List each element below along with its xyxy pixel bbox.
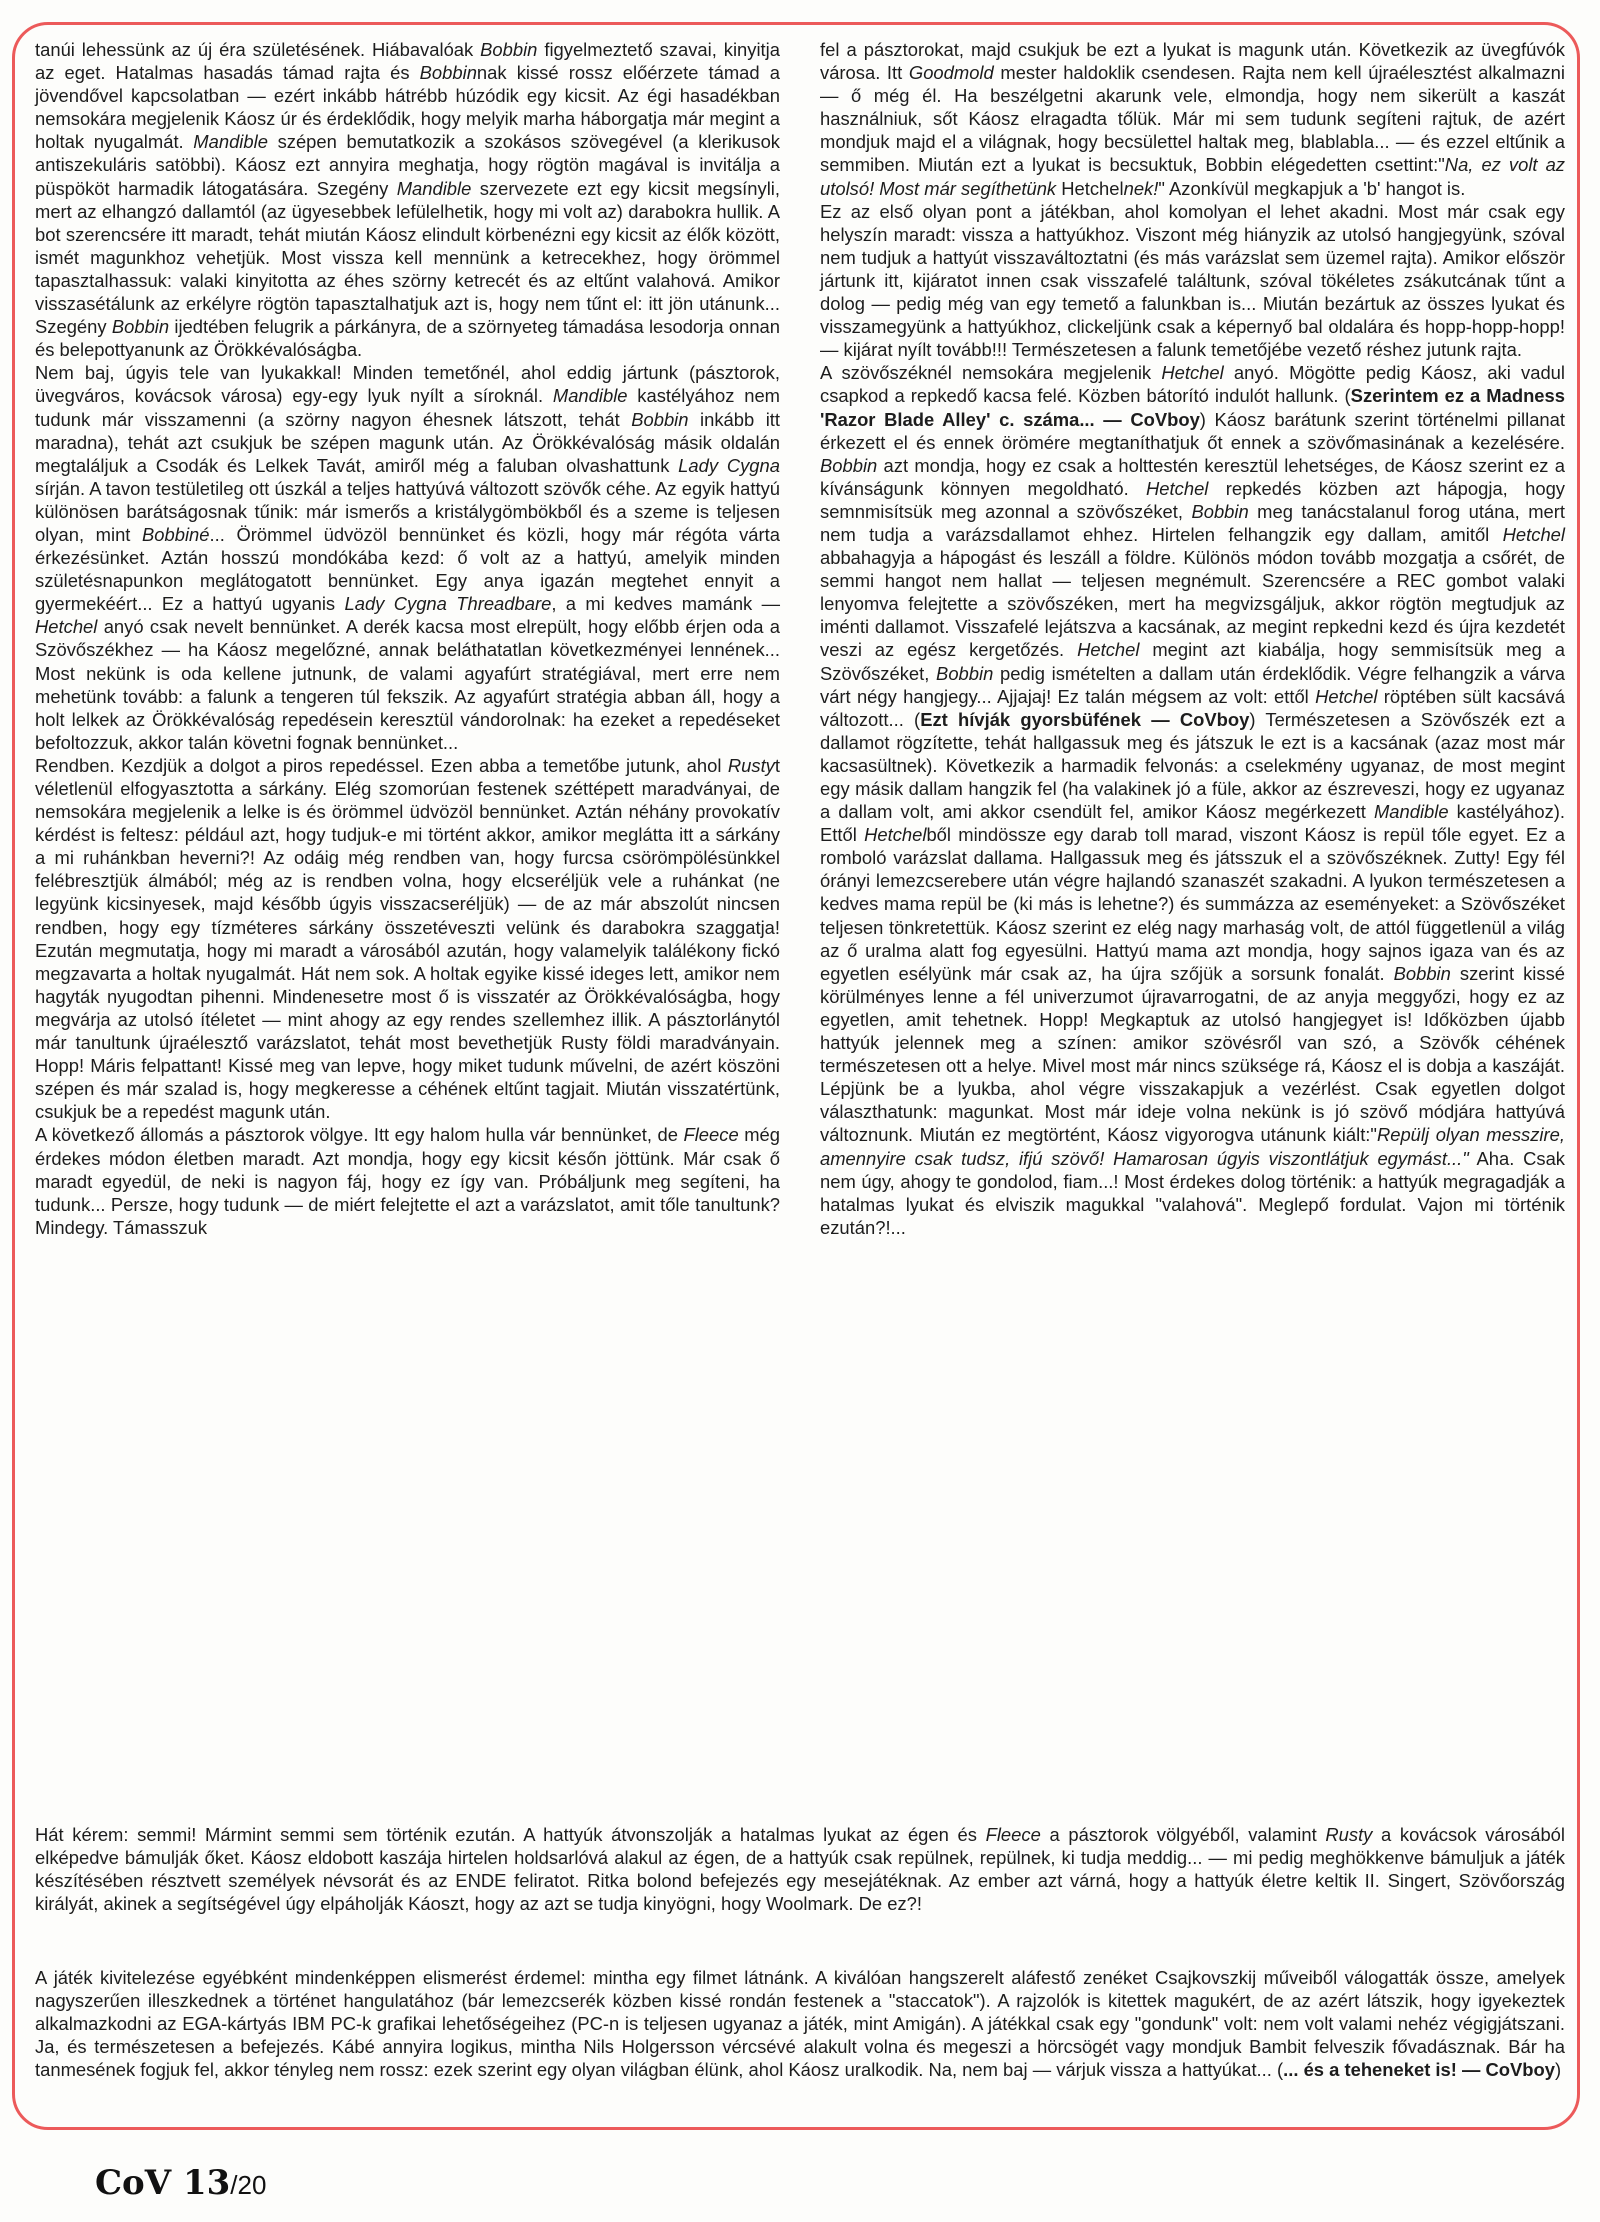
italic-name: Rusty: [727, 754, 775, 776]
italic-name: Lady Cygna Threadbare: [344, 593, 552, 615]
text-run: abbahagyja a hápogást és leszáll a földre. Különös módon tovább mozgatja a csőrét, de semmi hangot nem hallat — teljesen megnémult. Szerencsére a REC gombot valaki lenyomva felejtette a szövőszéken, mert ha megvizsgáljuk, akkor rögtön megtudjuk az iménti dallamot. Visszafelé lejátszva a kacsának, az megint repkedni kezd és újra kezdetét veszi az egész kergetőzés.: [820, 547, 1565, 661]
text-run: figyelmeztető szavai, kinyitja az eget. Hatalmas hasadás támad rajta és: [35, 39, 780, 84]
text-run: Rendben. Kezdjük a dolgot a piros repedéssel. Ezen abba a temetőbe jutunk, ahol: [35, 754, 728, 776]
italic-name: Hetchel: [35, 616, 98, 638]
italic-name: Bobbin: [480, 39, 538, 60]
text-run: Ez az első olyan pont a játékban, ahol komolyan el lehet akadni. Most már csak egy helyszín maradt: vissza a hattyúkhoz. Viszont még hiányzik az utolsó hangjegyünk, szóval nem tudjuk a hattyút visszaváltoztatni (és más varázslat sem üzemel rajta). Amikor először jártunk itt, kijáratot innen csak visszafelé találtunk, szóval tökéletes zsákutcának tűnt a dolog — pedig még van egy temető a falunkban is... Miután bezártuk az összes lyukat és visszamegyünk a hattyúkhoz, clickeljünk csak a képernyő bal oldalára és hopp-hopp-hopp! — kijárat nyílt tovább!!! Természetesen a falunk temetőjébe vezető réshez jutunk rajta.: [820, 200, 1565, 361]
italic-name: Hetchel: [1077, 639, 1140, 661]
text-run: ből mindössze egy darab toll marad, viszont Káosz is repül tőle egyet. Ez a romboló varázslat dallama. Hallgassuk meg és játsszuk el a szövőszéknek. Zutty! Egy fél órányi lemezcserebere után végre hajlandó szanaszét szakadni. A lyukon természetesen a kedves mama repül be (ki más is lehetne?) és summázza az eseményeket: a Szövőszéket teljesen tönkretettük. Káosz szerint ez elég nagy marhaság volt, de attól függetlenül a világ az ő uralma alatt fog egyesülni. Hattyú mama azt mondja, hogy sajnos igaza van és az egyetlen esélyünk már csak az, ha újra szőjük a sorsunk fonalát.: [820, 824, 1565, 984]
paragraph: [35, 754, 780, 1124]
italic-name: Fleece: [683, 1124, 739, 1146]
text-run: nak kissé rossz előérzete támad a jövendővel kapcsolatban — ezért inkább hátrébb húzódik egy kicsit. Az égi hasadékban nemsokára megjelenik Káosz úr és érdeklődik, hogy melyik marha háborgatja már megint a holtak nyugalmát.: [35, 62, 780, 153]
italic-name: Hetchel: [1161, 362, 1224, 384]
italic-name: Fleece: [985, 1824, 1041, 1845]
italic-name: Hetchel: [1502, 523, 1565, 545]
text-run: ): [1554, 2059, 1562, 2081]
text-run: meg tanácstalanul forog utána, mert nem tudja a varázsdallamot ehhez. Hirtelen felhangzik egy dallam, amitől: [820, 500, 1566, 545]
italic-name: Mandible: [552, 385, 628, 407]
italic-name: Hetchel: [1315, 685, 1378, 707]
text-run: ... Örömmel üdvözöl bennünket és közli, hogy már régóta várta érkezésünket. Aztán hosszú mondókába kezd: ő volt az a hattyú, amelyik minden születésnapunkon meglátogatott bennünket. Egy anya igazán megtehet ennyit a gyermekéért... Ez a hattyú ugyanis: [35, 523, 780, 615]
italic-name: Hetchel: [1146, 477, 1209, 499]
italic-name: Mandible: [193, 131, 268, 153]
magazine-issue: CoV 13: [95, 2163, 231, 2203]
italic-name: Bobbin: [820, 454, 878, 476]
paragraph: [820, 38, 1565, 200]
right-column: [820, 38, 1565, 1239]
text-run: röptében sült kacsává változott... (: [820, 685, 1565, 730]
text-run: tanúi lehessünk az új éra születésének. Hiábavalóak: [35, 39, 481, 60]
text-run: , a mi kedves mamánk —: [551, 593, 780, 615]
text-run: szervezete ezt egy kicsit megsínyli, mert az elhangzó dallamtól (az ügyesebbek lefülelhetik, hogy mi volt az) darabokra hullik. A bot szerencsére itt maradt, tehát miután Káosz elindult körbenézni egy kicsit az élők között, ismét magunkhoz vehetjük. Most vissza kell mennünk a ketrecekhez, hogy örömmel tapasztalhassuk: valaki kinyitotta az éhes szörny ketrecét és az eltűnt valahová. Amikor visszasétálunk az erkélyre rögtön tapasztalhatjuk azt is, hogy nem tűnt el: itt jön utánunk... Szegény: [35, 177, 780, 338]
text-run: inkább itt maradna), tehát azt csukjuk be szépen magunk után. Az Örökkévalóság másik oldalán megtaláljuk a Csodák és Lelkek Tavát, amiről még a faluban olvashattunk: [35, 408, 780, 476]
verdict-paragraph: [35, 1966, 1565, 2081]
paragraph: [35, 38, 780, 361]
text-run: a pásztorok völgyéből, valamint: [1040, 1824, 1326, 1845]
italic-name: Bobbiné: [142, 523, 210, 545]
paragraph: [35, 1823, 1565, 1915]
text-run: pedig ismételten a dallam után érdeklődik. Végre felhangzik a várva várt négy hangjegy... Ajjajaj! Ez talán mégsem az volt: ettől: [820, 662, 1565, 707]
text-run: ijedtében felugrik a párkányra, de a szörnyeteg támadása lesodorja onnan és belepottyanunk az Örökkévalóságba.: [35, 316, 780, 361]
text-run: Hetchel: [1056, 177, 1124, 199]
editor-comment: Ezt hívják gyorsbüfének — CoVboy: [920, 708, 1250, 730]
closing-paragraph: [35, 1823, 1565, 1915]
editor-comment: ... és a teheneket is! — CoVboy: [1283, 2059, 1555, 2081]
italic-name: Hetchel: [864, 824, 927, 846]
italic-name: Bobbin: [419, 62, 477, 84]
page-number: /20: [230, 2170, 267, 2200]
paragraph: [820, 200, 1565, 362]
paragraph: [35, 1966, 1565, 2081]
italic-name: Na, ez volt az utolsó! Most már segíthetünk: [820, 154, 1565, 199]
italic-name: Goodmold: [908, 62, 994, 84]
text-run: fel a pásztorokat, majd csukjuk be ezt a lyukat is magunk után. Következik az üvegfúvók városa. Itt: [820, 39, 1565, 84]
text-run: megint azt kiabálja, hogy semmisítsük meg a Szövőszéket,: [820, 639, 1566, 684]
italic-name: Lady Cygna: [678, 454, 780, 476]
italic-name: Rusty: [1325, 1824, 1373, 1845]
text-run: anyó. Mögötte pedig Káosz, aki vadul csapkod a repkedő kacsa felé. Közben bátorító indulót hallunk. (: [820, 362, 1565, 407]
text-run: A játék kivitelezése egyébként mindenképpen elismerést érdemel: mintha egy filmet látnánk. A kiválóan hangszerelt aláfestő zenéket Csajkovszkij műveiből válogatták össze, amelyek nagyszerűen illeszkednek a történet hangulatához (bár lemezcserék közben kissé rondán festenek a "staccatok"). A rajzolók is kitettek magukért, de az azért látszik, hogy igyekeztek alkalmazkodni az EGA-kártyás IBM PC-k grafikai lehetőségeihez (PC-n is teljesen ugyanaz a játék, mint Amigán). A játékkal csak egy "gondunk" volt: nem volt valami nehéz végigjátszani. Ja, és természetesen a befejezés. Kábé annyira logikus, mintha Nils Holgersson vércsévé alakult volna és megeszi a hörcsögét vagy mondjuk Bambit felveszik fővadásznak. Bár ha tanmesének fogjuk fel, akkor tényleg nem rossz: ezek szerint egy olyan világban élünk, ahol Káosz uralkodik. Na, nem baj — várjuk vissza a hattyúkat... (: [35, 1967, 1565, 2081]
text-run: szerint kissé körülményes lenne a fél univerzumot újravarrogatni, de az anyja meggyőzi, hogy ez az egyetlen, amit tehetnek. Hopp! Megkaptuk az utolsó hangjegyet is! Időközben újabb hattyúk jelennek meg a színen: amikor szövésről van szó, a Szövők céhének természetesen ott a helye. Mivel most már nincs szüksége rá, Káosz el is dobja a kaszáját. Lépjünk be a lyukba, ahol végre visszakapjuk a vezérlést. Csak egyetlen dolgot választhatunk: magunkat. Most már ideje volna nekünk is jó szövő módjára hattyúvá változnunk. Miután ez megtörtént, Káosz vigyorogva utánunk kiált:": [820, 962, 1565, 1146]
italic-name: nek!: [1123, 177, 1159, 199]
italic-name: Mandible: [396, 177, 472, 199]
text-run: t véletlenül elfogyasztotta a sárkány. Elég szomorúan festenek széttépett maradványai, de nemsokára megjelenik a lelke is és örömmel üdvözöl bennünket. Aztán néhány provokatív kérdést is feltesz: például azt, hogy tudjuk-e mi történt akkor, amikor meglátta itt a sárkány a mi ruhánkban heverni?! Az odáig még rendben van, hogy furcsa csörömpölésünkkel felébresztjük álmából; még az is rendben volna, hogy elcseréljük vele a ruhánkat (ne legyünk kicsinyesek, majd később úgyis visszacseréljük) — de az már abszolút nincsen rendben, hogy egy tízméteres sárkány összetéveszti velünk és darabokra szaggatja! Ezután megmutatja, hogy mi maradt a városából azután, hogy valamelyik találékony fickó megzavarta a holtak nyugalmát. Hát nem sok. A holtak egyike kissé ideges lett, amikor nem hagyták nyugodtan pihenni. Mindenesetre most ő is visszatér az Örökkévalóságba, hogy megvárja az utolsó ítéletet — mint ahogy az egy rendes szellemhez illik. A pásztorlánytól már tanultunk újraélesztő varázslatot, tehát most bevethetjük Rusty földi maradványain. Hopp! Máris felpattant! Kissé meg van lepve, hogy miket tudunk művelni, de azért köszöni szépen és már szalad is, hogy megkeresse a céhének eltűnt tagjait. Miután visszatértünk, csukjuk be a repedést magunk után.: [35, 754, 780, 1123]
text-run: Hát kérem: semmi! Mármint semmi sem történik ezután. A hattyúk átvonszolják a hatalmas lyukat az égen és: [35, 1824, 986, 1845]
text-run: szépen bemutatkozik a szokásos szövegével (a klerikusok antiszekuláris satöbbi). Káosz ezt annyira meghatja, hogy rögtön magával is invitálja a püspököt harmadik látogatására. Szegény: [35, 131, 780, 199]
text-run: azt mondja, hogy ez csak a holttestén keresztül lehetséges, de Káosz szerint ez a kívánságunk könnyen megoldható.: [820, 454, 1565, 499]
paragraph: [35, 361, 780, 754]
text-run: ) Természetesen a Szövőszék ezt a dallamot rögzítette, tehát hallgassuk meg és játszuk le ezt is a kacsának (azaz most már kacsasültnek). Következik a harmadik felvonás: a cselekmény ugyanaz, de most megint egy másik dallam hangzik fel (ha valakinek jó a füle, akkor az észreveszi, hogy ez ugyanaz a dallam volt, ami akkor csendült fel, amikor Káosz megérkezett: [820, 708, 1565, 823]
editor-comment: Szerintem ez a Madness 'Razor Blade Alley' c. száma... — CoVboy: [820, 385, 1565, 430]
text-run: anyó csak nevelt bennünket. A derék kacsa most elrepült, hogy előbb érjen oda a Szövőszékhez — ha Káosz megelőzné, annak beláthatatlan következményei lennének... Most nekünk is oda kellene jutnunk, de valami agyafúrt stratégiával, mert erre nem mehetünk tovább: a falunk a tengeren túl fekszik. Az agyafúrt stratégia abban áll, hogy a holt lelkek az Örökkévalóság repedésein keresztül vándorolnak: ha ezeket a repedéseket befoltozzuk, akkor talán követni fognak bennünket...: [35, 616, 780, 753]
text-run: sírján. A tavon testületileg ott úszkál a teljes hattyúvá változott szövők céhe. Az egyik hattyú különösen barátságosnak tűnik: már ismerős a kristálygömbökből és a szeme is teljesen olyan, mint: [35, 477, 780, 545]
text-run: ) Káosz barátunk szerint történelmi pillanat érkezett el és ennek örömére megtaníthatjuk őt ennek a szövőmasinának a kezelésére.: [820, 408, 1565, 453]
italic-name: Bobbin: [936, 662, 994, 684]
italic-name: Bobbin: [1191, 500, 1249, 522]
text-run: " Azonkívül megkapjuk a 'b' hangot is.: [1158, 177, 1466, 199]
text-run: repkedés közben azt hápogja, hogy semnmisítsük meg azonnal a szövőszéket,: [820, 477, 1566, 522]
italic-name: Mandible: [1373, 801, 1449, 823]
text-run: A következő állomás a pásztorok völgye. Itt egy halom hulla vár bennünket, de: [35, 1124, 684, 1146]
text-run: kastélyához nem tudunk már visszamenni (a szörny nagyon éhesnek látszott, tehát: [35, 385, 780, 430]
italic-name: Bobbin: [111, 316, 170, 338]
italic-name: Bobbin: [1393, 962, 1451, 984]
page-footer: [95, 2163, 266, 2203]
left-column: [35, 38, 780, 1239]
text-run: A szövőszéknél nemsokára megjelenik: [820, 362, 1162, 384]
italic-name: Repülj olyan messzire, amennyire csak tudsz, ifjú szövő! Hamarosan úgyis viszontlátjuk egymást...": [820, 1124, 1565, 1169]
article-columns: [35, 38, 1565, 1239]
text-run: Aha. Csak nem úgy, ahogy te gondolod, fiam...! Most érdekes dolog történik: a hattyúk megragadják a hatalmas lyukat és elviszik magukkal "valahová". Meglepő fordulat. Vajon mi történik ezután?!...: [820, 1147, 1565, 1238]
paragraph: [35, 1123, 780, 1238]
text-run: Nem baj, úgyis tele van lyukakkal! Minden temetőnél, ahol eddig jártunk (pásztorok, üvegváros, kovácsok városa) egy-egy lyuk nyílt a síroknál.: [35, 362, 780, 407]
text-run: kastélyához). Ettől: [820, 801, 1565, 846]
text-run: a kovácsok városából elképedve bámulják őket. Káosz eldobott kaszája hirtelen holdsarlóvá alakul az égen, de a hattyúk csak repülnek, repülnek, ki tudja meddig... — mi pedig meghökkenve bámuljuk a játék készítésében résztvett személyek névsorát és az ENDE feliratot. Ritka bolond befejezés egy mesejátéknak. Az ember azt várná, hogy a hattyúk életre keltik II. Singert, Szövőország királyát, akinek a segítségével úgy elpáholják Káoszt, hogy az azt se tudja kinyögni, hogy Woolmark. De ez?!: [35, 1824, 1565, 1915]
text-run: mester haldoklik csendesen. Rajta nem kell újraélesztést alkalmazni — ő még él. Ha beszélgetni akarunk vele, elmondja, hogy nem sikerült a kaszát használniuk, sőt Káosz elragadta tőlük. Már mi sem tudunk segíteni rajtuk, de azért mondjuk majd el a világnak, hogy becsülettel haltak meg, blablabla... — és ezzel eltűnik a semmiben. Miután ezt a lyukat is becsuktuk, Bobbin elégedetten csettint:": [820, 62, 1565, 176]
italic-name: Bobbin: [631, 408, 689, 430]
paragraph: [820, 361, 1565, 1239]
text-run: még érdekes módon életben maradt. Azt mondja, hogy egy kicsit későn jöttünk. Már csak ő maradt egyedül, de neki is nagyon fáj, hogy ez így van. Próbáljunk meg segíteni, ha tudunk... Persze, hogy tudunk — de miért felejtette el azt a varázslatot, amit tőle tanultunk? Mindegy. Támasszuk: [35, 1124, 780, 1238]
